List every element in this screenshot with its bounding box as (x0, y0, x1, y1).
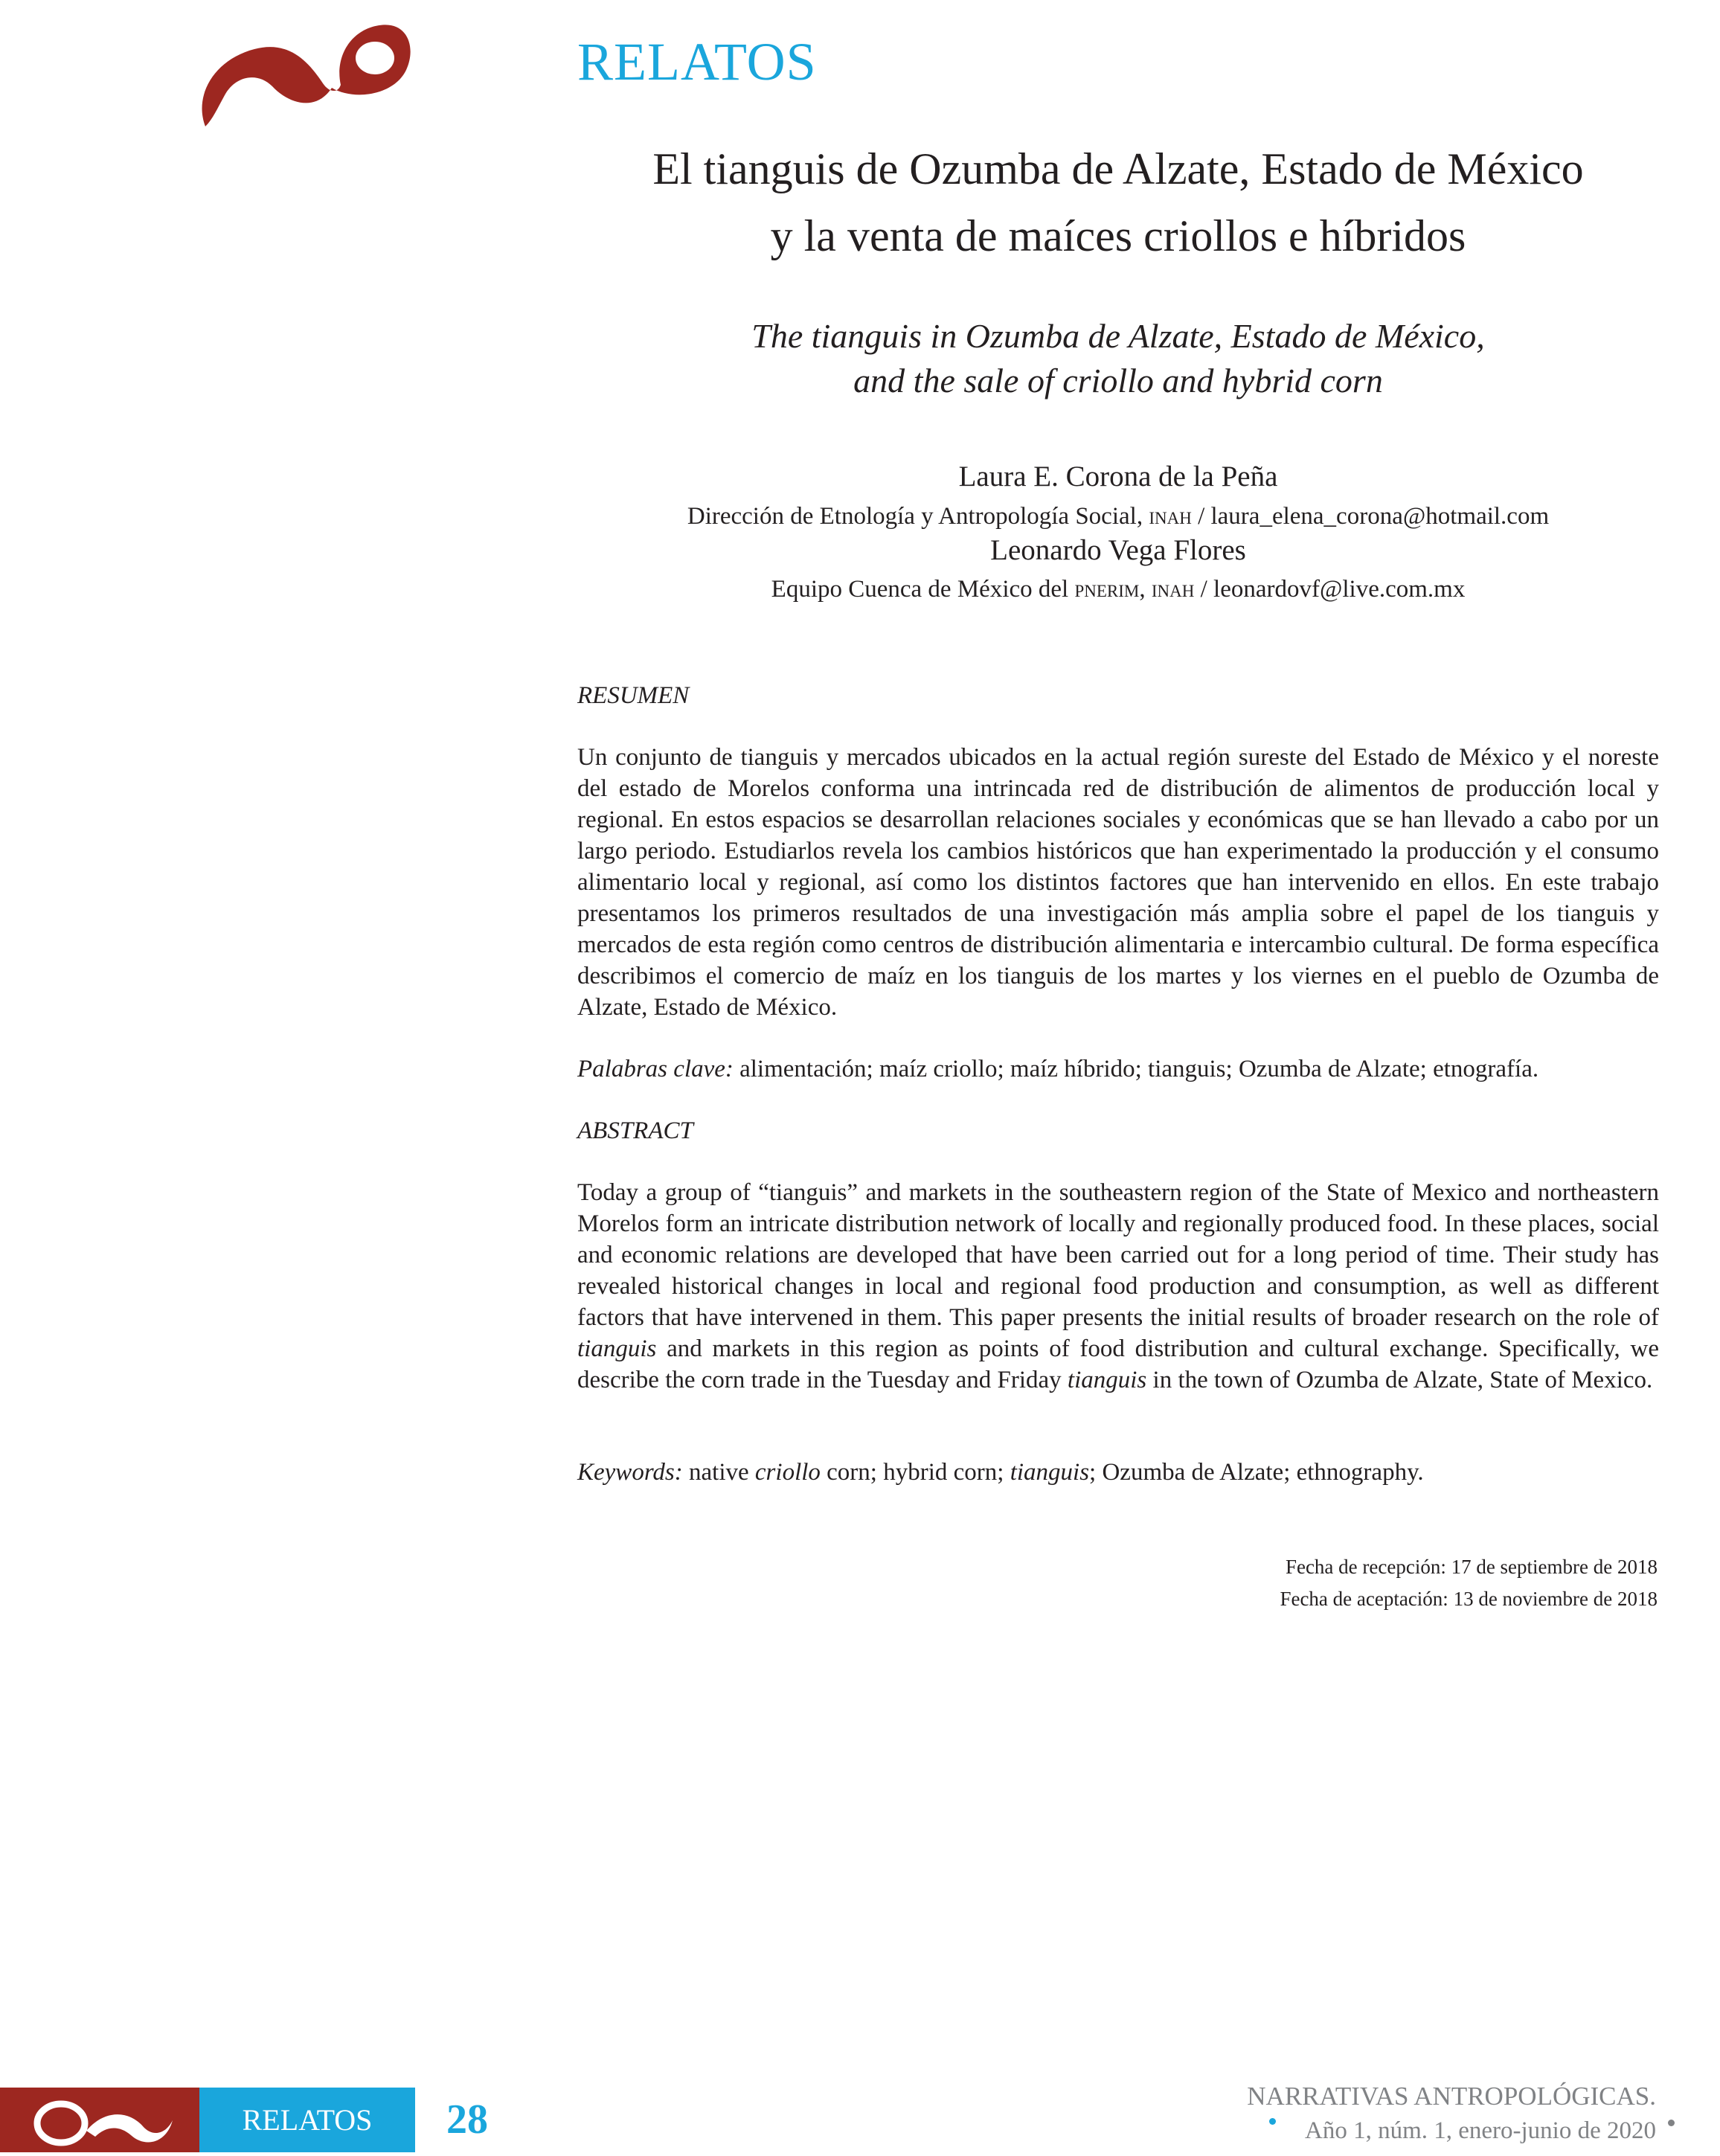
resumen-keywords: Palabras clave: alimentación; maíz criollo; maíz híbrido; tianguis; Ozumba de Alzate; etnografía. (577, 1056, 1539, 1082)
footer-logo-icon (0, 2088, 199, 2152)
author-name: Laura E. Corona de la Peña (958, 461, 1278, 493)
reception-date: Fecha de recepción: 17 de septiembre de 2018 (1285, 1556, 1658, 1578)
article-title (577, 135, 1659, 269)
footer-section-label: RELATOS (242, 2103, 373, 2137)
journal-issue: Año 1, núm. 1, enero-junio de 2020 (1304, 2117, 1656, 2144)
acceptance-date: Fecha de aceptación: 13 de noviembre de 2018 (1280, 1588, 1658, 1610)
title-line: y la venta de maíces criollos e híbridos (770, 211, 1466, 260)
author-name: Leonardo Vega Flores (990, 534, 1246, 566)
abstract-text: Today a group of “tianguis” and markets in the southeastern region of the State of Mexico and northeastern Morelos form an intricate distribution network of locally and regionally produced food. In these places, social and economic relations are developed that have been carried out for a long period of time. Their study has revealed historical changes in local and regional food production and consumption, as well as different factors that have intervened in them. This paper presents the initial results of broader research on the role of tianguis and markets in this region as points of food distribution and cultural exchange. Specifically, we describe the corn trade in the Tuesday and Friday tianguis in the town of Ozumba de Alzate, State of Mexico. (577, 1179, 1659, 1393)
bullet-dot-icon (1269, 2118, 1276, 2125)
journal-name: NARRATIVAS ANTROPOLÓGICAS. (1247, 2082, 1656, 2111)
footer-logo-band (0, 2088, 199, 2152)
subtitle-line: and the sale of criollo and hybrid corn (853, 362, 1383, 400)
resumen-text: Un conjunto de tianguis y mercados ubicados en la actual región sureste del Estado de México y el noreste del estado de Morelos conforma una intrincada red de distribución de alimentos de producción local y regional. En estos espacios se desarrollan relaciones sociales y económicas que se han llevado a cabo por un largo periodo. Estudiarlos revela los cambios históricos que han experimentado la producción y el consumo alimentario local y regional, así como los distintos factores que han intervenido en ellos. En este trabajo presentamos los primeros resultados de una investigación más amplia sobre el papel de los tianguis y mercados de esta región como centros de distribución alimentaria e intercambio cultural. De forma específica describimos el comercio de maíz en los tianguis de los martes y los viernes en el pueblo de Ozumba de Alzate, Estado de México. (577, 744, 1659, 1021)
resumen-heading: RESUMEN (577, 682, 690, 709)
section-title: RELATOS (577, 32, 817, 92)
subtitle-line: The tianguis in Ozumba de Alzate, Estado de México, (751, 317, 1485, 355)
article-subtitle (577, 314, 1659, 403)
journal-logo-icon (196, 15, 412, 131)
author-affiliation: Equipo Cuenca de México del pnerim, inah / leonardovf@live.com.mx (771, 576, 1466, 603)
author-affiliation: Dirección de Etnología y Antropología Social, inah / laura_elena_corona@hotmail.com (687, 503, 1550, 530)
bullet-dot-icon (1668, 2120, 1675, 2126)
title-line: El tianguis de Ozumba de Alzate, Estado de México (652, 144, 1584, 193)
dates-block (1280, 1551, 1658, 1615)
abstract-heading: ABSTRACT (577, 1117, 693, 1144)
abstract-keywords: Keywords: native criollo corn; hybrid corn; tianguis; Ozumba de Alzate; ethnography. (577, 1459, 1424, 1486)
page-number: 28 (446, 2096, 488, 2143)
